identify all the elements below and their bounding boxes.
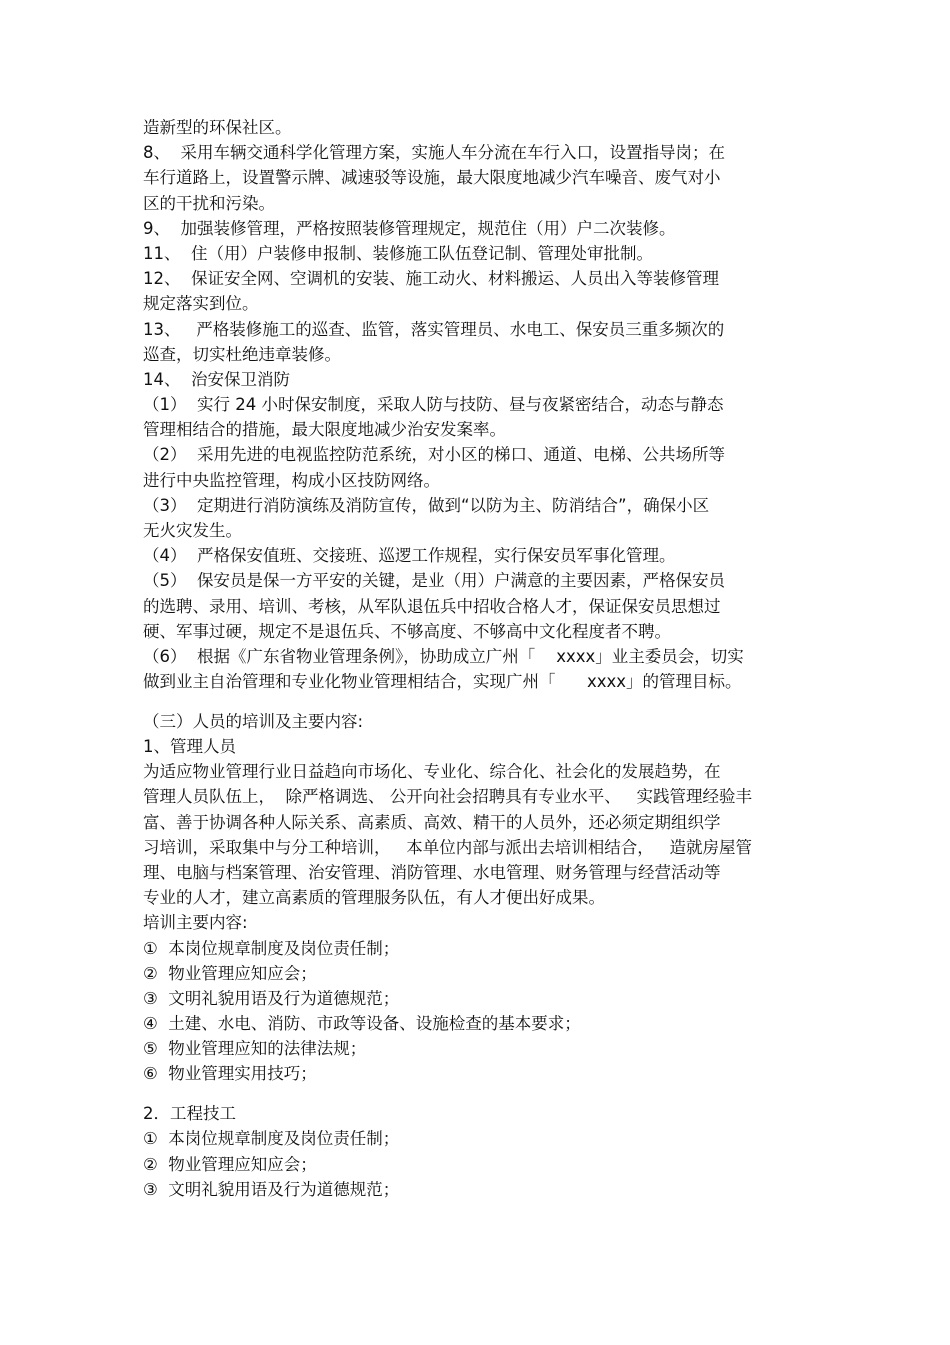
text-line: 的选聘、录用、培训、考核，从军队退伍兵中招收合格人才，保证保安员思想过 — [143, 596, 721, 616]
text-line: 硬、军事过硬，规定不是退伍兵、不够高度、不够高中文化程度者不聘。 — [143, 621, 671, 641]
text-line: 14、 治安保卫消防 — [143, 369, 290, 389]
text-line: 专业的人才，建立高素质的管理服务队伍，有人才便出好成果。 — [143, 888, 605, 908]
text-line: （3） 定期进行消防演练及消防宣传，做到“以防为主、防消结合”，确保小区 — [143, 495, 710, 515]
text-line: （4） 严格保安值班、交接班、巡逻工作规程，实行保安员军事化管理。 — [143, 546, 676, 566]
text-line: ③ 文明礼貌用语及行为道德规范； — [143, 988, 400, 1008]
text-line: 13、 严格装修施工的巡查、监管，落实管理员、水电工、保安员三重多频次的 — [143, 319, 725, 339]
text-line: 巡查，切实杜绝违章装修。 — [143, 344, 341, 364]
text-line: 管理相结合的措施，最大限度地减少治安发案率。 — [143, 420, 506, 440]
text-line: ② 物业管理应知应会； — [143, 963, 317, 983]
text-line: 为适应物业管理行业日益趋向市场化、专业化、综合化、社会化的发展趋势，在 — [143, 762, 721, 782]
text-line: ① 本岗位规章制度及岗位责任制； — [143, 938, 400, 958]
document-body — [143, 115, 813, 1202]
text-line: 区的干扰和污染。 — [143, 193, 275, 213]
text-line: 造新型的环保社区。 — [143, 118, 292, 137]
text-line: 习培训，采取集中与分工种培训， 本单位内部与派出去培训相结合， 造就房屋管 — [143, 837, 752, 857]
text-line: 11、 住（用）户装修申报制、装修施工队伍登记制、管理处审批制。 — [143, 243, 653, 263]
text-line: 培训主要内容: — [143, 913, 248, 933]
text-line: 1、管理人员 — [143, 737, 236, 756]
text-line: ⑤ 物业管理应知的法律法规； — [143, 1039, 367, 1059]
blank-line — [143, 694, 813, 709]
text-line: 管理人员队伍上， 除严格调选、 公开向社会招聘具有专业水平、 实践管理经验丰 — [143, 787, 752, 807]
text-line: （1） 实行 24 小时保安制度，采取人防与技防、昼与夜紧密结合，动态与静态 — [143, 395, 724, 415]
text-line: 理、电脑与档案管理、治安管理、消防管理、水电管理、财务管理与经营活动等 — [143, 862, 721, 882]
text-line: （6） 根据《广东省物业管理条例》，协助成立广州「 xxxx」业主委员会，切实 — [143, 646, 744, 666]
text-line: 富、善于协调各种人际关系、高素质、高效、精干的人员外，还必须定期组织学 — [143, 812, 721, 832]
text-line: 9、 加强装修管理，严格按照装修管理规定，规范住（用）户二次装修。 — [143, 218, 676, 238]
text-line: ② 物业管理应知应会； — [143, 1154, 317, 1174]
text-line: ⑥ 物业管理实用技巧； — [143, 1064, 317, 1084]
text-line: ① 本岗位规章制度及岗位责任制； — [143, 1129, 400, 1149]
text-line: 车行道路上，设置警示牌、减速驳等设施，最大限度地减少汽车噪音、废气对小 — [143, 168, 721, 188]
text-line: 进行中央监控管理，构成小区技防网络。 — [143, 470, 440, 490]
text-line: （5） 保安员是保一方平安的关键，是业（用）户满意的主要因素，严格保安员 — [143, 571, 725, 591]
blank-line — [143, 1087, 813, 1102]
text-line: ④ 土建、水电、消防、市政等设备、设施检查的基本要求； — [143, 1014, 581, 1034]
text-line: （三）人员的培训及主要内容: — [143, 711, 364, 731]
text-line: 无火灾发生。 — [143, 521, 242, 540]
text-line: ③ 文明礼貌用语及行为道德规范； — [143, 1179, 400, 1199]
text-line: 做到业主自治管理和专业化物业管理相结合，实现广州「 xxxx」的管理目标。 — [143, 672, 742, 692]
text-line: 8、 采用车辆交通科学化管理方案，实施人车分流在车行入口，设置指导岗；在 — [143, 143, 725, 163]
text-line: 2．工程技工 — [143, 1104, 236, 1124]
text-line: 12、 保证安全网、空调机的安装、施工动火、材料搬运、人员出入等装修管理 — [143, 269, 719, 289]
text-line: （2） 采用先进的电视监控防范系统，对小区的梯口、通道、电梯、公共场所等 — [143, 445, 725, 465]
text-line: 规定落实到位。 — [143, 294, 259, 314]
